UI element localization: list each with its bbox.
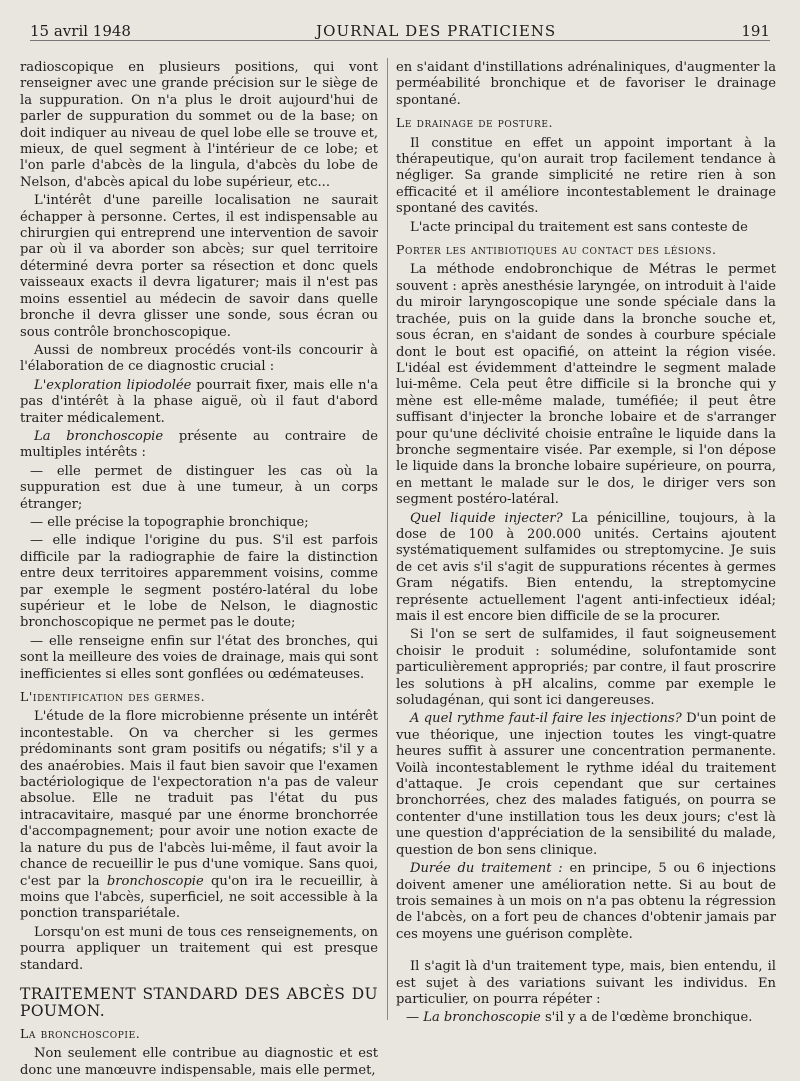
paragraph-text: D'un point de vue théorique, une injection toutes les vingt-quatre heures suffit à assurer une concentration permanente. Voilà incontestablement le rythme idéal du traitement d'attaque. Je crois cependant que sur certaines bronchorrées, chez des malades fatigués, on pourra se contenter d'une instillation tous les deux jours; c'est là une question d'appréciation de la sensibilité du malade, question de bon sens clinique. bbox=[396, 711, 776, 858]
emphasis: A quel rythme faut-il faire les injections? bbox=[410, 711, 682, 727]
paragraph: Il s'agit là d'un traitement type, mais, bien entendu, il est sujet à des variations suivant les individus. En particulier, on pourra répéter : bbox=[396, 959, 776, 1007]
list-item: — elle permet de distinguer les cas où la suppuration est due à une tumeur, à un corps étranger; bbox=[20, 463, 378, 512]
paragraph: Lorsqu'on est muni de tous ces renseignements, on pourra appliquer un traitement qui est presque standard. bbox=[20, 924, 378, 973]
section-heading-posture: Le drainage de posture. bbox=[396, 115, 554, 131]
paragraph: radioscopique en plusieurs positions, qui vont renseigner avec une grande précision sur le siège de la suppuration. On n'a plus le droit aujourd'hui de parler de suppuration du sommet ou de la base; on doit indiquer au niveau de quel lobe elle se trouve et, mieux, de quel segment à l'intérieur de ce lobe; et l'on parle d'abcès de la lingula, d'abcès du lobe de Nelson, d'abcès apical du lobe supérieur, etc... bbox=[20, 60, 378, 190]
paragraph bbox=[396, 511, 776, 626]
section-heading-bronchoscopie: La bronchoscopie. bbox=[20, 1025, 141, 1041]
right-column bbox=[396, 60, 776, 1029]
section-heading-germes: L'identification des germes. bbox=[20, 689, 206, 705]
section-heading-traitement: TRAITEMENT STANDARD DES ABCÈS DU POUMON. bbox=[20, 984, 378, 1020]
paragraph bbox=[396, 711, 776, 859]
paragraph: Il constitue en effet un appoint important à la thérapeutique, qu'on aurait trop facilement tendance à négliger. Sa grande simplicité ne retire rien à son efficacité et il améliore incontestablement le drainage spontané des cavités. bbox=[396, 135, 776, 217]
paragraph: La méthode endobronchique de Métras le permet souvent : après anesthésie laryngée, on introduit à l'aide du miroir laryngoscopique une sonde spéciale dans la trachée, puis on la guide dans la bronche souche et, sous écran, en s'aidant de sondes à courbure spéciale dont le bout est opacifié, on atteint la région visée. L'idéal est évidemment d'atteindre le segment malade lui-même. Cela peut être difficile si la bronche qui y mène est elle-même malade, tuméfiée; il peut être suffisant d'injecter la bronche lobaire et de s'arranger pour qu'une déclivité choisie entraîne le liquide dans la bronche segmentaire visée. Par exemple, si l'on dépose le liquide dans la bronche lobaire supérieure, on pourra, en mettant le malade sur le dos, le diriger vers son segment postéro-latéral. bbox=[396, 262, 776, 508]
paragraph: Aussi de nombreux procédés vont-ils concourir à l'élaboration de ce diagnostic crucial : bbox=[20, 342, 378, 375]
paragraph-text: qu'on ira le recueillir, à moins que l'abcès, superficiel, ne soit accessible à la ponction transpariétale. bbox=[20, 873, 379, 922]
list-item: — elle précise la topographie bronchique; bbox=[30, 514, 309, 530]
emphasis: La bronchoscopie bbox=[423, 1010, 541, 1026]
issue-date: 15 avril 1948 bbox=[30, 22, 131, 40]
emphasis: La bronchoscopie bbox=[34, 428, 164, 444]
paragraph: Non seulement elle contribue au diagnostic et est donc une manœuvre indispensable, mais elle permet, bbox=[20, 1046, 378, 1078]
paragraph: Si l'on se sert de sulfamides, il faut soigneusement choisir le produit : solumédine, solufontamide sont particulièrement appropriés; par contre, il faut proscrire les solutions à pH alcalins, comme par exemple le soludagénan, qui sont ici dangereuses. bbox=[396, 627, 776, 709]
paragraph: L'intérêt d'une pareille localisation ne saurait échapper à personne. Certes, il est indispensable au chirurgien qui entreprend une intervention de savoir par où il va aborder son abcès; sur quel territoire déterminé devra porter sa résection et donc quels vaisseaux exacts il devra ligaturer; mais il n'est pas moins essentiel au médecin de savoir dans quelle bronche il devra glisser une sonde, sous écran ou sous contrôle bronchoscopique. bbox=[20, 193, 378, 340]
paragraph bbox=[20, 378, 378, 427]
paragraph: L'acte principal du traitement est sans conteste de bbox=[410, 219, 748, 235]
paragraph-text: La pénicilline, toujours, à la dose de 100 à 200.000 unités. Certains ajoutent systématiquement sulfamides ou streptomycine. Je suis de cet avis s'il s'agit de suppurations récentes à germes Gram négatifs. Bien entendu, la streptomycine représente actuellement l'agent anti-infectieux idéal; mais il est encore bien difficile de se la procurer. bbox=[396, 510, 776, 624]
paragraph-text: pourrait fixer, mais elle n'a pas d'intérêt à la phase aiguë, où il faut d'abord traiter médicalement. bbox=[20, 377, 378, 426]
paragraph-text: en principe, 5 ou 6 injections doivent amener une amélioration nette. Si au bout de trois semaines à un mois on n'a pas obtenu la régression de l'abcès, on a fort peu de chances d'obtenir jamais par ces moyens une guérison complète. bbox=[396, 861, 776, 942]
emphasis: Quel liquide injecter? bbox=[410, 510, 563, 526]
paragraph bbox=[396, 861, 776, 943]
emphasis: bronchoscopie bbox=[106, 873, 204, 889]
paragraph bbox=[20, 709, 378, 922]
list-item: — elle renseigne enfin sur l'état des bronches, qui sont la meilleure des voies de drainage, mais qui sont inefficientes si elles sont gonflées ou œdémateuses. bbox=[20, 633, 378, 682]
paragraph: en s'aidant d'instillations adrénaliniques, d'augmenter la perméabilité bronchique et de favoriser le drainage spontané. bbox=[396, 60, 776, 108]
page-number: 191 bbox=[741, 22, 770, 40]
paragraph-text: L'étude de la flore microbienne présente un intérêt incontestable. On va chercher si les germes prédominants sont gram positifs ou négatifs; s'il y a des anaérobies. Mais il faut bien savoir que l'examen bactériologique de l'expectoration n'a pas de valeur absolue. Elle ne traduit pas l'état du pus intracavitaire, masqué par une énorme bronchorrée d'accompagnement; pour avoir une notion exacte de la nature du pus de l'abcès lui-même, il faut avoir la chance de recueillir le pus d'une vomique. Sans quoi, c'est par la bbox=[20, 709, 378, 889]
journal-title: JOURNAL DES PRATICIENS bbox=[316, 22, 557, 40]
emphasis: L'exploration lipiodolée bbox=[34, 377, 192, 393]
column-divider bbox=[387, 58, 388, 1020]
spacer bbox=[396, 945, 776, 959]
paragraph-text: présente au contraire de multiples intérêts : bbox=[20, 428, 378, 461]
page-header bbox=[30, 12, 770, 41]
list-dash: — bbox=[406, 1010, 424, 1026]
section-heading-antibiotiques: Porter les antibiotiques au contact des lésions. bbox=[396, 242, 717, 258]
emphasis: Durée du traitement : bbox=[410, 861, 563, 877]
paragraph-text: s'il y a de l'œdème bronchique. bbox=[540, 1010, 753, 1026]
list-item: — elle indique l'origine du pus. S'il est parfois difficile par la radiographie de faire la distinction entre deux territoires apparemment voisins, comme par exemple le segment postéro-latéral du lobe supérieur et le lobe de Nelson, le diagnostic bronchoscopique ne permet pas le doute; bbox=[20, 533, 378, 631]
list-item bbox=[396, 1010, 776, 1026]
left-column bbox=[20, 60, 378, 1081]
paragraph bbox=[20, 429, 378, 462]
